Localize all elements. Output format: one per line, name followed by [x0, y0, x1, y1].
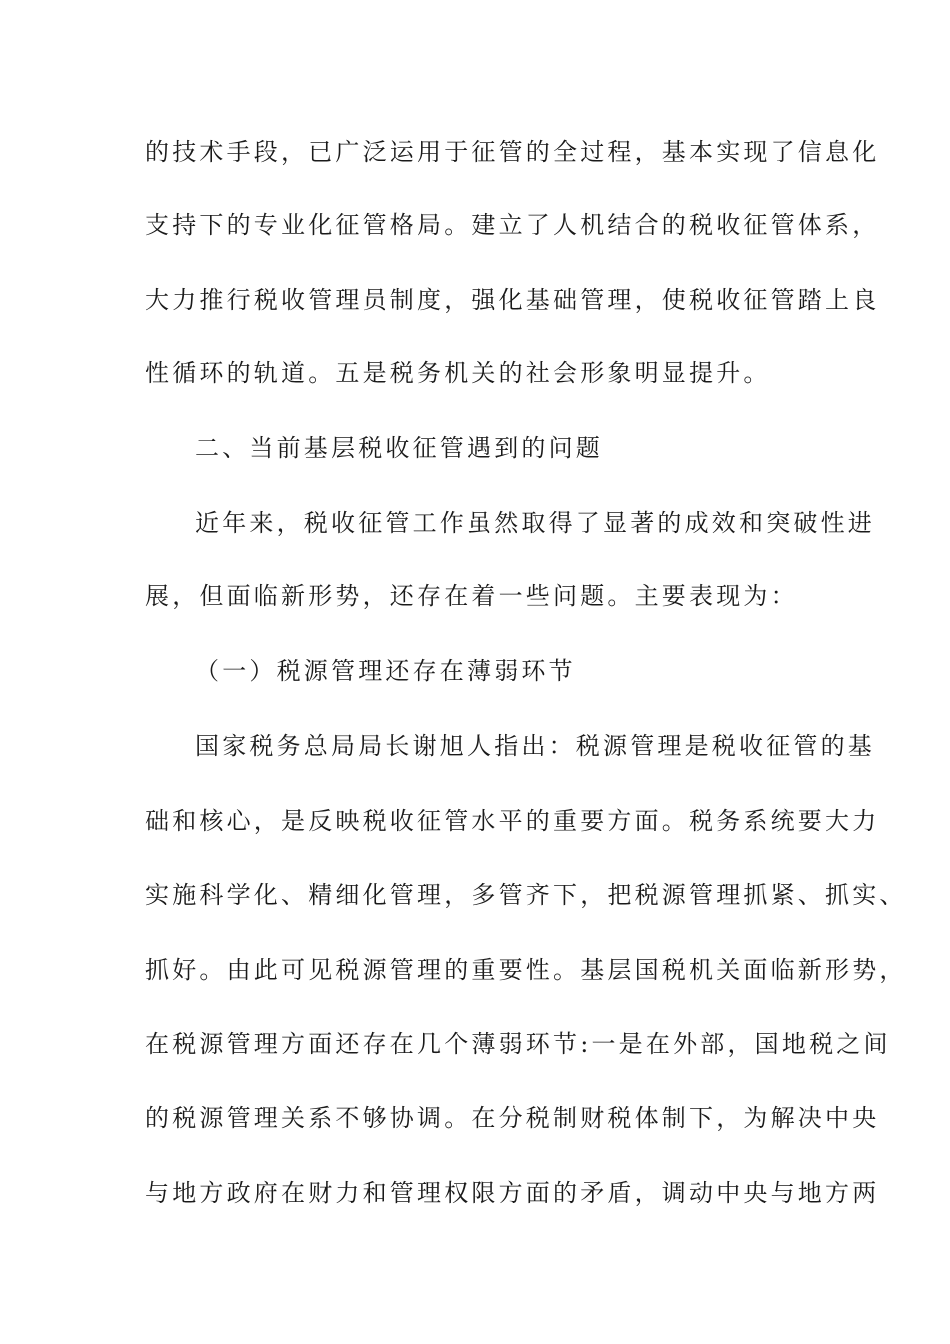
- body-text-line: 的技术手段，已广泛运用于征管的全过程，基本实现了信息化: [145, 138, 880, 166]
- section-heading: 二、当前基层税收征管遇到的问题: [195, 434, 603, 462]
- body-text-line: 近年来，税收征管工作虽然取得了显著的成效和突破性进: [195, 509, 875, 537]
- body-text-line: 抓好。由此可见税源管理的重要性。基层国税机关面临新形势，: [145, 956, 907, 984]
- body-text-line: 在税源管理方面还存在几个薄弱环节:一是在外部，国地税之间: [145, 1030, 891, 1058]
- body-text-line: 与地方政府在财力和管理权限方面的矛盾，调动中央与地方两: [145, 1179, 880, 1207]
- body-text-line: 的税源管理关系不够协调。在分税制财税体制下，为解决中央: [145, 1104, 880, 1132]
- subsection-heading: （一）税源管理还存在薄弱环节: [195, 657, 576, 685]
- body-text-line: 大力推行税收管理员制度，强化基础管理，使税收征管踏上良: [145, 286, 880, 314]
- body-text-line: 实施科学化、精细化管理，多管齐下，把税源管理抓紧、抓实、: [145, 881, 907, 909]
- body-text-line: 性循环的轨道。五是税务机关的社会形象明显提升。: [145, 359, 771, 387]
- body-text-line: 支持下的专业化征管格局。建立了人机结合的税收征管体系，: [145, 211, 880, 239]
- body-text-line: 础和核心，是反映税收征管水平的重要方面。税务系统要大力: [145, 807, 880, 835]
- body-text-line: 国家税务总局局长谢旭人指出：税源管理是税收征管的基: [195, 732, 875, 760]
- body-text-line: 展，但面临新形势，还存在着一些问题。主要表现为：: [145, 582, 798, 610]
